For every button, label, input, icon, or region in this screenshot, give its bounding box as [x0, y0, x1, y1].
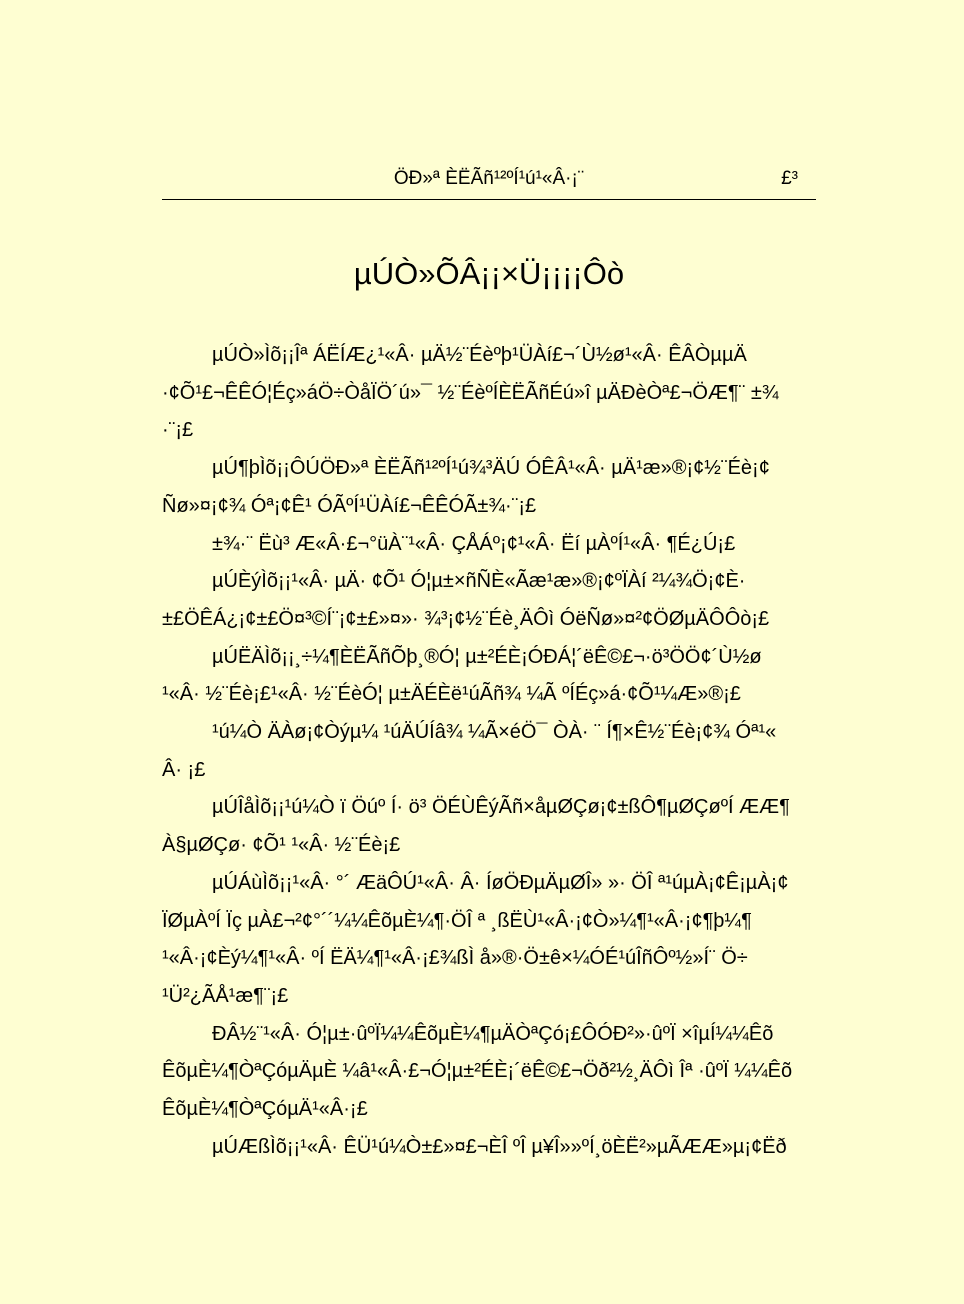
- paragraph: [162, 337, 824, 450]
- text-line: Ñø»¤¡¢¾ Óª¡¢Ê¹ ÓÃºÍ¹ÜÀí£¬ÊÊÓÃ±¾·¨¡£: [162, 494, 537, 517]
- page-number: £³: [781, 168, 798, 189]
- text-line: ÐÂ½¨¹«Â· Ó¦µ±·ûºÏ¼¼ÊõµÈ¼¶µÄÒªÇó¡£ÔÓÐ²»·ûºÏ ×îµÍ¼¼Êõ: [212, 1022, 774, 1045]
- text-line: À§µØÇø· ¢Õ¹ ¹«Â· ½¨Éè¡£: [162, 834, 401, 857]
- text-line: ·¨¡£: [162, 419, 194, 442]
- paragraph: [162, 526, 824, 564]
- text-line: µÚÆßÌõ¡¡¹«Â· ÊÜ¹ú¼Ò±£»¤£¬ÈÎ ºÎ µ¥Î»»ºÍ¸öÈË²»µÃÆÆ»µ¡¢Ëð: [212, 1135, 787, 1158]
- text-line: ÊõµÈ¼¶ÒªÇóµÄ¹«Â·¡£: [162, 1098, 368, 1121]
- text-line: ¹«Â· ½¨Éè¡£¹«Â· ½¨ÉèÓ¦ µ±ÄÉÈë¹úÃñ¾ ¼Ã ºÍÉç»á·¢Õ¹¼Æ»®¡£: [162, 683, 741, 706]
- text-line: ±¾·¨ Ëù³ Æ«Â·£¬°üÀ¨¹«Â· ÇÅÁº¡¢¹«Â· Ëí µÀºÍ¹«Â· ¶É¿Ú¡£: [212, 532, 736, 555]
- chapter-title: µÚÒ»ÕÂ¡¡×Ü¡¡¡¡Ôò: [353, 256, 625, 291]
- header-rule: [162, 199, 816, 200]
- paragraph: [162, 450, 824, 525]
- text-line: ¹«Â·¡¢Èý¼¶¹«Â· ºÍ ËÄ¼¶¹«Â·¡£¾ßÌ å»®·Ö±ê×¼ÓÉ¹úÎñÔº½»Í¨ Ö÷: [162, 947, 748, 970]
- body-text: [162, 337, 824, 1166]
- running-header: [162, 160, 816, 200]
- running-title: ÖÐ»ª ÈËÃñ¹²ºÍ¹ú¹«Â·¡¨: [393, 168, 585, 189]
- text-line: µÚÁùÌõ¡¡¹«Â· °´ ÆäÔÚ¹«Â· Â· ÍøÖÐµÄµØÎ» »· ÖÎ ª¹úµÀ¡¢Ê¡µÀ¡¢: [212, 871, 789, 894]
- text-line: ¹ú¼Ò ÄÀø¡¢Òýµ¼ ¹úÄÚÍâ¾ ¼Ã×éÖ¯ ÒÀ· ¨ Í¶×Ê½¨Éè¡¢¾ Óª¹«: [212, 721, 777, 744]
- paragraph: [162, 1016, 824, 1129]
- paragraph: [162, 865, 824, 1016]
- text-line: Â· ¡£: [162, 758, 206, 781]
- text-line: µÚÒ»Ìõ¡¡Îª ÁËÍÆ¿¹«Â· µÄ½¨Éèºþ¹ÜÀí£¬´Ù½ø¹«Â· ÊÂÒµµÄ: [212, 344, 747, 366]
- text-line: ±£ÖÊÁ¿¡¢±£Ö¤³©Í¨¡¢±£»¤»· ¾³¡¢½¨Éè¸ÄÔì ÓëÑø»¤²¢ÖØµÄÔÔò¡£: [162, 607, 770, 630]
- text-line: µÚÈýÌõ¡¡¹«Â· µÄ· ¢Õ¹ Ó¦µ±×ñÑÈ«Ãæ¹æ»®¡¢ºÏÀí ²¼¾Ö¡¢È·: [212, 570, 746, 593]
- text-line: ÏØµÀºÍ Ïç µÀ£¬²¢°´´¼¼ÊõµÈ¼¶·ÖÎ ª ¸ßËÙ¹«Â·¡¢Ò»¼¶¹«Â·¡¢¶þ¼¶: [162, 909, 752, 932]
- paragraph: [162, 714, 824, 789]
- paragraph: [162, 639, 824, 714]
- text-line: ¹Ü²¿ÃÅ¹æ¶¨¡£: [162, 984, 289, 1007]
- paragraph: [162, 789, 824, 864]
- text-line: µÚÎåÌõ¡¡¹ú¼Ò ï Öúº Í· ö³ ÖÉÙÊýÃñ×åµØÇø¡¢±ßÔ¶µØÇøºÍ ÆÆ¶: [212, 796, 790, 819]
- text-line: µÚ¶þÌõ¡¡ÔÚÖÐ»ª ÈËÃñ¹²ºÍ¹ú¾³ÄÚ ÓÊÂ¹«Â· µÄ¹æ»®¡¢½¨Éè¡¢: [212, 457, 770, 480]
- text-line: ÊõµÈ¼¶ÒªÇóµÄµÈ ¼â¹«Â·£¬Ó¦µ±²ÉÈ¡´ëÊ©£¬Öð²½¸ÄÔì Îª ·ûºÏ ¼¼Êõ: [162, 1060, 793, 1083]
- paragraph: [162, 563, 824, 638]
- text-line: µÚËÄÌõ¡¡¸÷¼¶ÈËÃñÕþ¸®Ó¦ µ±²ÉÈ¡ÓÐÁ¦´ëÊ©£¬·ö³ÖÖ¢´Ù½ø: [212, 645, 762, 668]
- paragraph: [162, 1129, 824, 1167]
- text-line: ·¢Õ¹£¬ÊÊÓ¦Éç»áÖ÷ÒåÏÖ´ú»¯ ½¨ÉèºÍÈËÃñÉú»î µÄÐèÒª£¬ÖÆ¶¨ ±¾: [162, 381, 779, 404]
